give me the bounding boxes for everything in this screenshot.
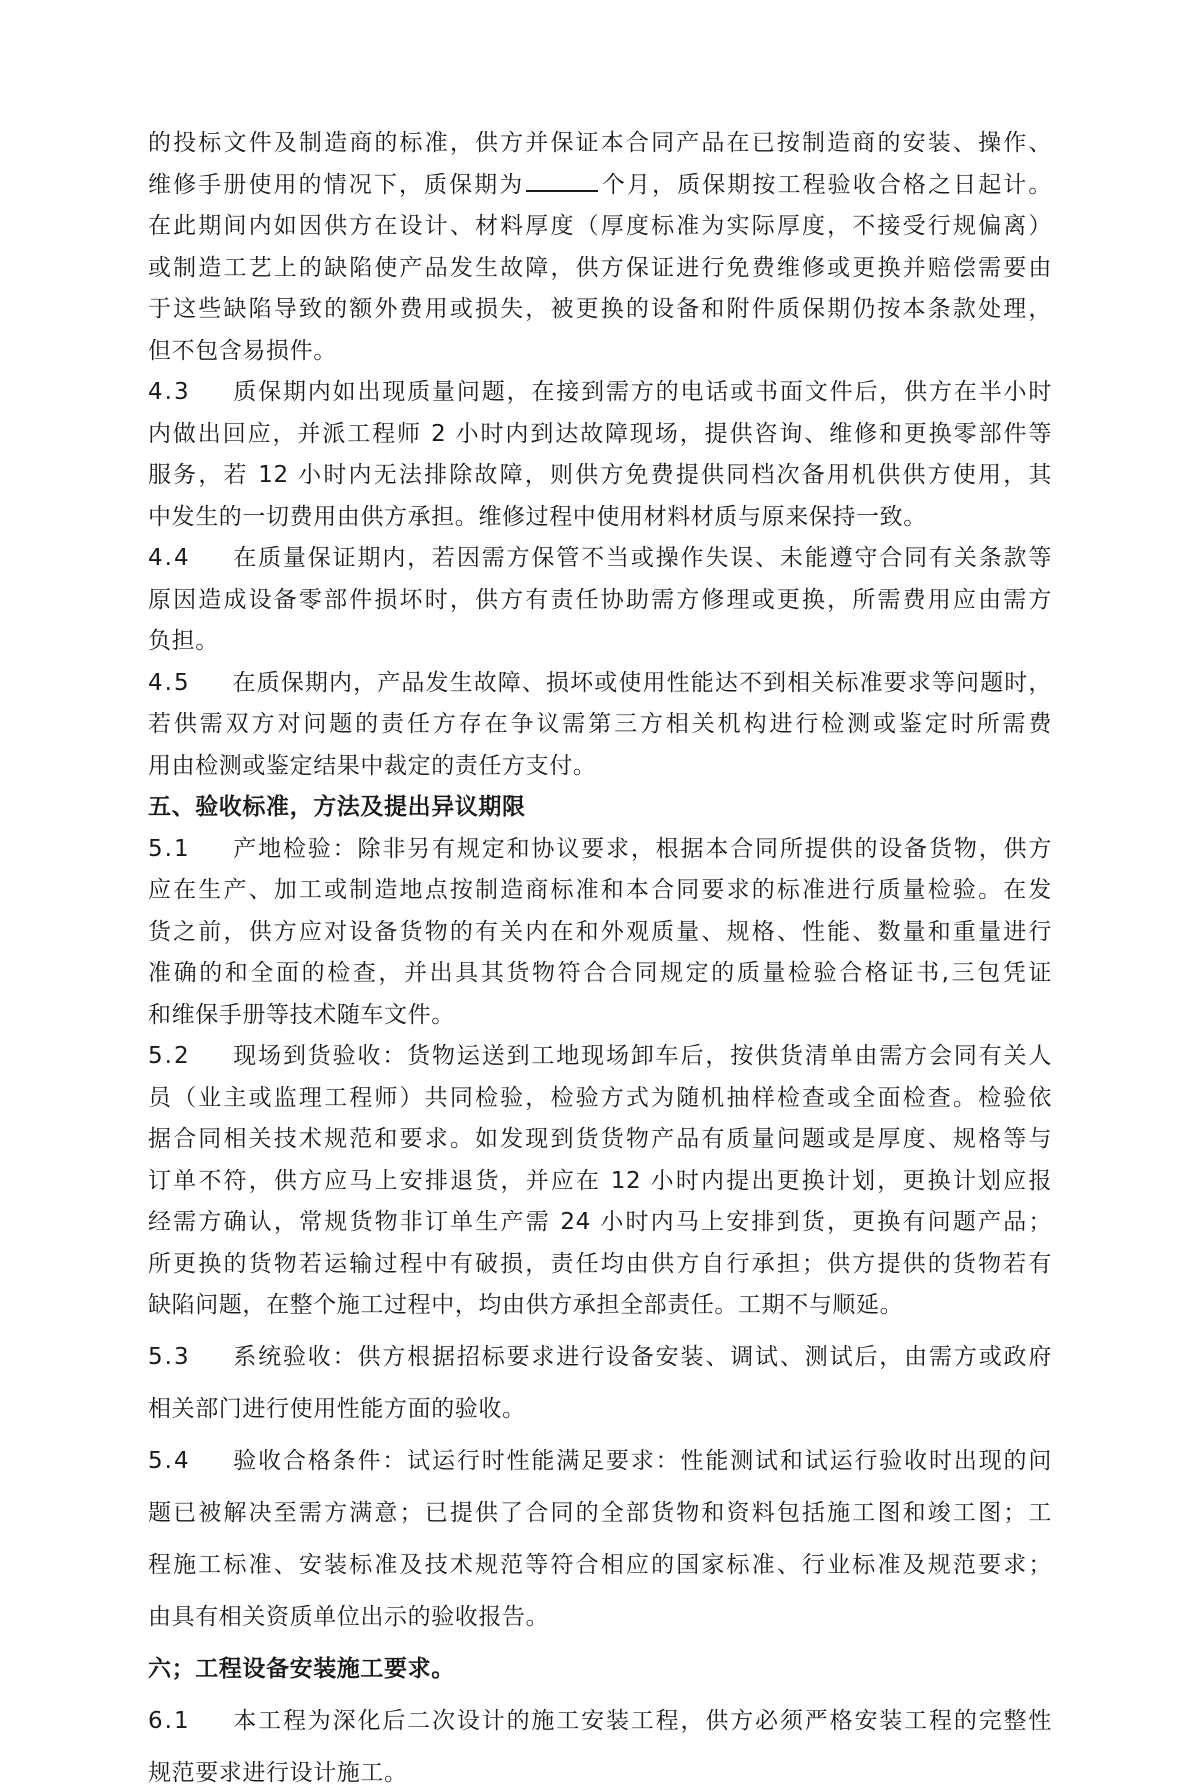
text-line: 准确的和全面的检查，并出具其货物符合合同规定的质量检验合格证书,三包凭证 <box>148 960 1052 986</box>
text-fragment: 本工程为深化后二次设计的施工安装工程，供方必须严格安装工程的完整性 <box>232 1708 1052 1734</box>
section-5-1-line <box>148 834 1052 864</box>
text-line: 相关部门进行使用性能方面的验收。 <box>148 1396 526 1422</box>
section-5-3-line <box>148 1342 1052 1372</box>
section-4-4-line <box>148 543 1052 573</box>
text-line: 据合同相关技术规范和要求。如发现到货货物产品有质量问题或是厚度、规格等与 <box>148 1126 1052 1152</box>
clause-number: 5.1 <box>148 836 191 862</box>
text-line: 货之前，供方应对设备货物的有关内在和外观质量、规格、性能、数量和重量进行 <box>148 919 1052 945</box>
section-5-2-line <box>148 1041 1052 1071</box>
text-line: 中发生的一切费用由供方承担。维修过程中使用材料材质与原来保持一致。 <box>148 504 927 530</box>
text-line: 或制造工艺上的缺陷使产品发生故障，供方保证进行免费维修或更换并赔偿需要由 <box>148 255 1052 281</box>
clause-number: 4.3 <box>148 379 191 405</box>
text-fragment: 六；工程设备安装施工要求。 <box>148 1656 455 1682</box>
text-line: 应在生产、加工或制造地点按制造商标准和本合同要求的标准进行质量检验。在发 <box>148 877 1052 903</box>
clause-number: 5.4 <box>148 1448 191 1474</box>
text-fragment: 在质量保证期内，若因需方保管不当或操作失误、未能遵守合同有关条款等 <box>232 545 1052 571</box>
text-line: 服务，若 12 小时内无法排除故障，则供方免费提供同档次备用机供供方使用，其 <box>148 462 1052 488</box>
text-fragment: 规范要求进行设计施工。 <box>148 1760 408 1786</box>
section-4-3-line <box>148 377 1052 407</box>
text-line: 若供需双方对问题的责任方存在争议需第三方相关机构进行检测或鉴定时所需费 <box>148 711 1052 737</box>
text-line: 用由检测或鉴定结果中裁定的责任方支付。 <box>148 753 597 779</box>
blank-underline <box>526 170 598 192</box>
text-line: 的投标文件及制造商的标准，供方并保证本合同产品在已按制造商的安装、操作、 <box>148 130 1052 156</box>
section-4-5-line <box>148 668 1052 698</box>
text-fragment: 个月，质保期按工程验收合格之日起计。 <box>600 172 1052 198</box>
text-line <box>148 170 1052 200</box>
text-line: 缺陷问题，在整个施工过程中，均由供方承担全部责任。工期不与顺延。 <box>148 1292 904 1318</box>
clause-number: 5.2 <box>148 1043 191 1069</box>
clause-number: 5.3 <box>148 1344 191 1370</box>
text-line: 程施工标准、安装标准及技术规范等符合相应的国家标准、行业标准及规范要求； <box>148 1552 1052 1578</box>
text-line: 所更换的货物若运输过程中有破损，责任均由供方自行承担；供方提供的货物若有 <box>148 1251 1052 1277</box>
section-5-4-line <box>148 1446 1052 1476</box>
text-line: 但不包含易损件。 <box>148 338 337 364</box>
text-line: 员（业主或监理工程师）共同检验，检验方式为随机抽样检查或全面检查。检验依 <box>148 1085 1052 1111</box>
text-fragment: 现场到货验收：货物运送到工地现场卸车后，按供货清单由需方会同有关人 <box>232 1043 1052 1069</box>
section-heading-6 <box>148 1654 1052 1684</box>
section-heading-5: 五、验收标准，方法及提出异议期限 <box>148 794 526 820</box>
text-line: 订单不符，供方应马上安排退货，并应在 12 小时内提出更换计划，更换计划应报 <box>148 1168 1052 1194</box>
text-fragment: 验收合格条件：试运行时性能满足要求：性能测试和试运行验收时出现的问 <box>232 1448 1052 1474</box>
text-line <box>148 1758 1052 1788</box>
text-fragment: 在质保期内，产品发生故障、损坏或使用性能达不到相关标准要求等问题时， <box>232 670 1052 696</box>
text-fragment: 维修手册使用的情况下，质保期为 <box>148 172 525 198</box>
text-fragment: 产地检验：除非另有规定和协议要求，根据本合同所提供的设备货物，供方 <box>232 836 1052 862</box>
text-line: 题已被解决至需方满意；已提供了合同的全部货物和资料包括施工图和竣工图；工 <box>148 1500 1052 1526</box>
text-fragment: 质保期内如出现质量问题，在接到需方的电话或书面文件后，供方在半小时 <box>232 379 1052 405</box>
clause-number: 4.5 <box>148 670 191 696</box>
section-6-1-line <box>148 1706 1052 1736</box>
clause-number: 4.4 <box>148 545 191 571</box>
text-line: 由具有相关资质单位出示的验收报告。 <box>148 1604 550 1630</box>
clause-number: 6.1 <box>148 1708 191 1734</box>
text-line: 经需方确认，常规货物非订单生产需 24 小时内马上安排到货，更换有问题产品； <box>148 1209 1052 1235</box>
text-line: 负担。 <box>148 628 219 654</box>
text-line: 在此期间内如因供方在设计、材料厚度（厚度标准为实际厚度，不接受行规偏离） <box>148 213 1052 239</box>
text-line: 内做出回应，并派工程师 2 小时内到达故障现场，提供咨询、维修和更换零部件等 <box>148 421 1052 447</box>
text-line: 原因造成设备零部件损坏时，供方有责任协助需方修理或更换，所需费用应由需方 <box>148 587 1052 613</box>
text-line: 于这些缺陷导致的额外费用或损失，被更换的设备和附件质保期仍按本条款处理， <box>148 296 1052 322</box>
text-line: 和维保手册等技术随车文件。 <box>148 1002 455 1028</box>
text-fragment: 系统验收：供方根据招标要求进行设备安装、调试、测试后，由需方或政府 <box>232 1344 1052 1370</box>
